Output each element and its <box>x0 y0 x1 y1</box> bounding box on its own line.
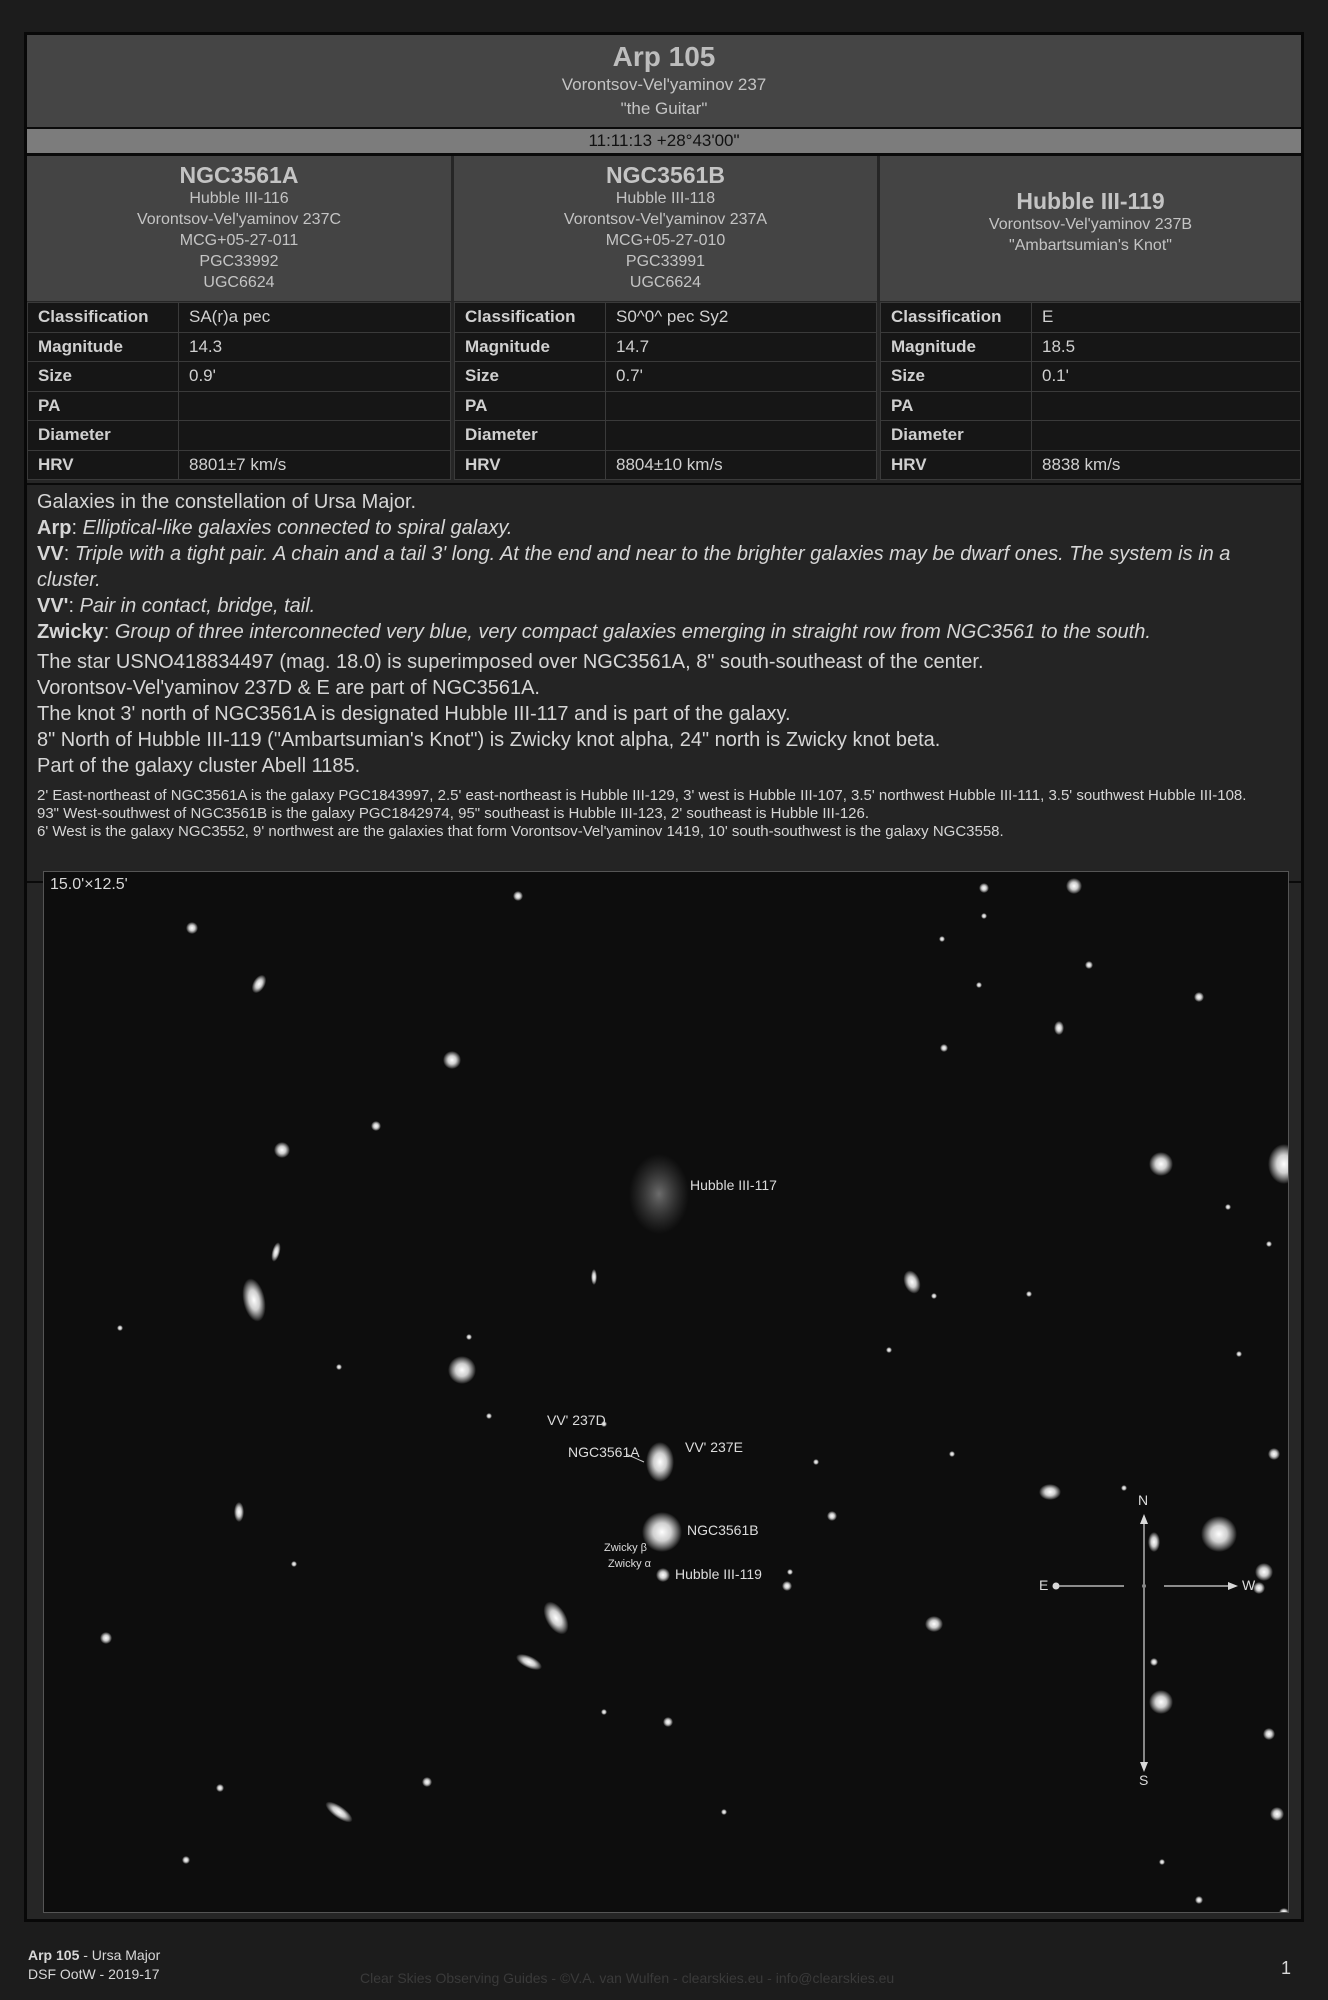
prop-value: 14.3 <box>179 332 451 362</box>
footer-info <box>28 1946 160 1984</box>
small-note: 93" West-southwest of NGC3561B is the galaxy PGC1842974, 95" southeast is Hubble III-123, 2' southeast is Hubble III-126. <box>37 805 870 822</box>
prop-value: 18.5 <box>1032 332 1301 362</box>
table-row <box>455 391 877 421</box>
galaxy-alias: MCG+05-27-011 <box>179 232 299 249</box>
footer-credits: Clear Skies Observing Guides - ©V.A. van Wulfen - clearskies.eu - info@clearskies.eu <box>360 1970 895 1986</box>
galaxy-alias: MCG+05-27-010 <box>605 232 726 249</box>
prop-label: Size <box>28 362 179 392</box>
prop-value: 14.7 <box>606 332 877 362</box>
arp-key: Arp <box>37 517 72 539</box>
table-row <box>28 332 451 362</box>
prop-label: HRV <box>455 450 606 480</box>
prop-label: HRV <box>28 450 179 480</box>
table-row <box>455 421 877 451</box>
table-row <box>28 421 451 451</box>
galaxy-alias: UGC6624 <box>629 274 702 291</box>
galaxy-name: NGC3561A <box>179 162 299 188</box>
table-row <box>28 450 451 480</box>
note: The knot 3' north of NGC3561A is designated Hubble III-117 and is part of the galaxy. <box>37 703 791 725</box>
zwicky-text: Group of three interconnected very blue, very compact galaxies emerging in straight row from NGC3561 to the south. <box>114 621 1151 643</box>
prop-label: Magnitude <box>28 332 179 362</box>
galaxy-card-ngc3561b <box>454 156 877 301</box>
zwicky-note: Zwicky: Group of three interconnected very blue, very compact galaxies emerging in straight row from NGC3561 to the south. <box>37 621 1151 643</box>
table-row <box>881 362 1301 392</box>
compass-e: E <box>1039 1577 1049 1593</box>
sky-image <box>43 871 1289 1913</box>
table-row <box>881 391 1301 421</box>
vv-text: Triple with a tight pair. A chain and a tail 3' long. At the end and near to the brighter galaxies may be dwarf ones. The system is in a cluster. <box>37 543 1231 591</box>
page-title: Arp 105 <box>612 41 716 72</box>
galaxy-name: NGC3561B <box>606 162 725 188</box>
galaxy-card-ngc3561a <box>27 156 451 301</box>
label-ngc3561a: NGC3561A <box>568 1444 640 1460</box>
prop-value: E <box>1032 303 1301 333</box>
arp-note: Arp: Elliptical-like galaxies connected to spiral galaxy. <box>37 517 513 539</box>
prop-label: PA <box>881 391 1032 421</box>
label-hubble119: Hubble III-119 <box>675 1566 762 1582</box>
prop-value <box>179 391 451 421</box>
prop-label: Classification <box>28 303 179 333</box>
vvp-note: VV': Pair in contact, bridge, tail. <box>37 595 316 617</box>
starfield <box>44 872 1288 1912</box>
prop-label: Classification <box>881 303 1032 333</box>
galaxy-card-hubble119 <box>880 156 1301 301</box>
label-hubble117: Hubble III-117 <box>690 1177 777 1193</box>
galaxy-alias: Vorontsov-Vel'yaminov 237C <box>136 211 342 228</box>
props-table-hubble119 <box>880 302 1301 480</box>
compass-w: W <box>1242 1577 1256 1593</box>
table-row <box>881 450 1301 480</box>
galaxy-alias: PGC33992 <box>199 253 279 270</box>
props-table-ngc3561b <box>454 302 877 480</box>
table-row <box>881 332 1301 362</box>
footer-series: DSF OotW - 2019-17 <box>28 1966 160 1982</box>
zwicky-key: Zwicky <box>37 621 104 643</box>
prop-label: Diameter <box>28 421 179 451</box>
galaxy-alias: Vorontsov-Vel'yaminov 237B <box>988 216 1193 233</box>
header <box>27 35 1301 129</box>
galaxy-alias: Hubble III-118 <box>615 190 716 207</box>
table-row <box>455 303 877 333</box>
arp-text: Elliptical-like galaxies connected to spiral galaxy. <box>82 517 513 539</box>
prop-value: S0^0^ pec Sy2 <box>606 303 877 333</box>
galaxy-alias: UGC6624 <box>203 274 275 291</box>
prop-value: SA(r)a pec <box>179 303 451 333</box>
prop-label: Size <box>455 362 606 392</box>
note: Vorontsov-Vel'yaminov 237D & E are part of NGC3561A. <box>37 677 540 699</box>
prop-label: HRV <box>881 450 1032 480</box>
table-row <box>28 303 451 333</box>
galaxy-alias: "Ambartsumian's Knot" <box>1009 237 1172 254</box>
label-vv237d: VV' 237D <box>547 1412 606 1428</box>
table-row <box>455 332 877 362</box>
prop-value <box>179 421 451 451</box>
footer-object: Arp 105 <box>28 1947 80 1963</box>
prop-label: PA <box>455 391 606 421</box>
compass-n: N <box>1138 1492 1149 1508</box>
label-zwicky-alpha: Zwicky α <box>608 1558 652 1570</box>
prop-value <box>1032 391 1301 421</box>
page-number: 1 <box>1281 1958 1292 1978</box>
galaxy-alias: Vorontsov-Vel'yaminov 237A <box>563 211 768 228</box>
prop-value: 0.7' <box>606 362 877 392</box>
vvp-text: Pair in contact, bridge, tail. <box>79 595 316 617</box>
table-row <box>881 303 1301 333</box>
table-row <box>455 362 877 392</box>
observing-sheet <box>24 32 1304 1922</box>
small-note: 2' East-northeast of NGC3561A is the galaxy PGC1843997, 2.5' east-northeast is Hubble III-129, 3' west is Hubble III-107, 3.5' northwest Hubble III-111, 3.5' southwest Hubble III-108. <box>37 787 1247 804</box>
prop-value: 8804±10 km/s <box>606 450 877 480</box>
prop-label: Classification <box>455 303 606 333</box>
props-table-ngc3561a <box>27 302 451 480</box>
table-row <box>28 391 451 421</box>
table-row <box>881 421 1301 451</box>
vv-key: VV <box>37 543 64 565</box>
prop-label: Size <box>881 362 1032 392</box>
prop-value: 8838 km/s <box>1032 450 1301 480</box>
prop-value: 0.1' <box>1032 362 1301 392</box>
galaxy-alias: PGC33991 <box>625 253 706 270</box>
galaxy-name: Hubble III-119 <box>1016 188 1165 214</box>
table-row <box>455 450 877 480</box>
label-ngc3561b: NGC3561B <box>687 1522 759 1538</box>
intro-text: Galaxies in the constellation of Ursa Major. <box>37 491 417 513</box>
prop-value <box>606 421 877 451</box>
prop-value <box>606 391 877 421</box>
subtitle: Vorontsov-Vel'yaminov 237 <box>561 75 767 94</box>
coordinates: 11:11:13 +28°43'00" <box>27 129 1301 156</box>
prop-label: Magnitude <box>455 332 606 362</box>
description <box>27 483 1301 883</box>
label-zwicky-beta: Zwicky β <box>604 1542 647 1554</box>
prop-label: Magnitude <box>881 332 1032 362</box>
vvp-key: VV' <box>37 595 69 617</box>
table-row <box>28 362 451 392</box>
prop-label: Diameter <box>881 421 1032 451</box>
note: Part of the galaxy cluster Abell 1185. <box>37 755 361 777</box>
prop-label: PA <box>28 391 179 421</box>
vv-note: VV: Triple with a tight pair. A chain and a tail 3' long. At the end and near to the brighter galaxies may be dwarf ones. The system is in a cluster. <box>37 543 1231 591</box>
label-vv237e: VV' 237E <box>685 1439 743 1455</box>
note: 8" North of Hubble III-119 ("Ambartsumian's Knot") is Zwicky knot alpha, 24" north is Zwicky knot beta. <box>37 729 941 751</box>
nickname: "the Guitar" <box>620 99 708 118</box>
prop-value: 0.9' <box>179 362 451 392</box>
footer-constellation: - Ursa Major <box>79 1947 161 1963</box>
prop-value: 8801±7 km/s <box>179 450 451 480</box>
prop-label: Diameter <box>455 421 606 451</box>
small-note: 6' West is the galaxy NGC3552, 9' northwest are the galaxies that form Vorontsov-Vel'yaminov 1419, 10' south-southwest is the galaxy NGC3558. <box>37 823 1004 840</box>
field-of-view: 15.0'×12.5' <box>50 876 128 893</box>
compass-s: S <box>1139 1772 1149 1788</box>
galaxy-alias: Hubble III-116 <box>189 190 289 207</box>
note: The star USNO418834497 (mag. 18.0) is superimposed over NGC3561A, 8" south-southeast of the center. <box>37 651 984 673</box>
prop-value <box>1032 421 1301 451</box>
